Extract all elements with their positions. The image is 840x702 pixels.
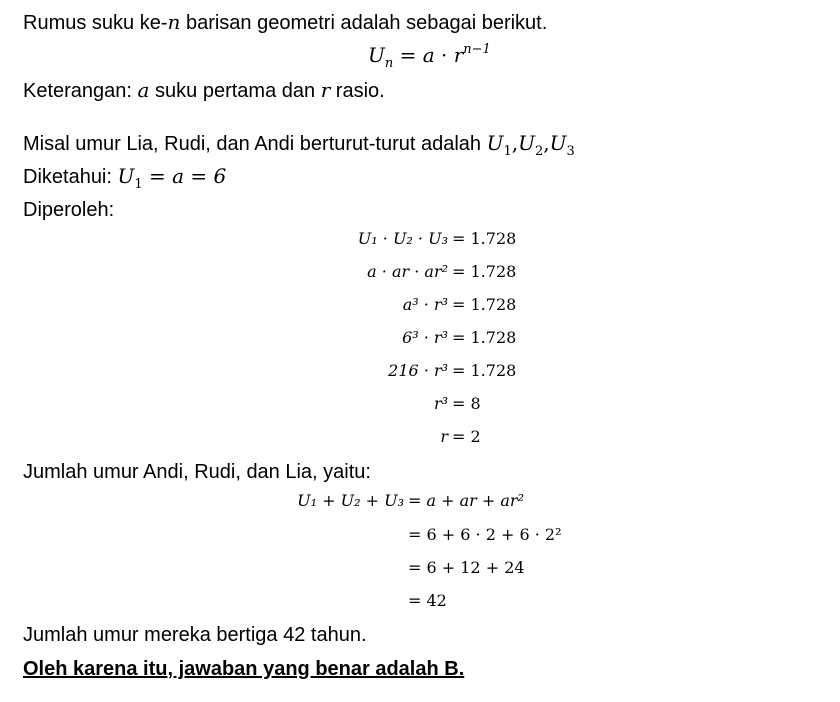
derivation-row <box>0 295 840 319</box>
diketahui-rest: = a = 6 <box>142 164 227 188</box>
formula-lhs-sub: n <box>384 56 394 71</box>
keterangan-end: rasio. <box>330 80 385 102</box>
derivation-lhs: r³ <box>433 394 448 413</box>
derivation-lhs: r <box>440 427 448 446</box>
diperoleh-label: Diperoleh: <box>23 199 115 221</box>
misal-comma-1: , <box>511 131 519 155</box>
formula-a: a <box>422 43 435 67</box>
intro-line <box>23 10 547 35</box>
formula-eq: = <box>393 43 423 67</box>
derivation-rhs: = 2 <box>452 427 481 446</box>
answer-statement: Oleh karena itu, jawaban yang benar adalah B. <box>23 658 465 680</box>
keterangan-mid: suku pertama dan <box>149 80 321 102</box>
derivation-row <box>0 427 840 451</box>
derivation-rhs: = 1.728 <box>452 295 517 314</box>
derivation-row <box>0 328 840 352</box>
diketahui-u: U <box>117 164 135 188</box>
derivation-row <box>0 394 840 418</box>
derivation-lhs: 216 · r³ <box>388 361 448 380</box>
derivation-row <box>0 262 840 286</box>
derivation-rhs: = 8 <box>452 394 481 413</box>
diketahui-label: Diketahui: <box>23 166 118 188</box>
formula-dot: · <box>434 43 454 67</box>
intro-n: n <box>167 10 181 34</box>
derivation-rhs: = 1.728 <box>452 361 517 380</box>
general-formula <box>368 42 491 71</box>
misal-u3-sub: 3 <box>566 144 575 159</box>
keterangan-a: a <box>137 78 150 102</box>
sum-row <box>0 591 840 615</box>
derivation-row <box>0 361 840 385</box>
formula-lhs: U <box>368 43 385 67</box>
derivation-lhs: 6³ · r³ <box>402 328 448 347</box>
keterangan-label: Keterangan: <box>23 80 138 102</box>
misal-u2: U <box>518 131 535 155</box>
derivation-lhs: a³ · r³ <box>402 295 448 314</box>
formula-exp: n−1 <box>463 42 491 57</box>
misal-comma-2: , <box>543 131 550 155</box>
sum-lhs: U₁ + U₂ + U₃ <box>297 491 404 510</box>
derivation-lhs: a · ar · ar² <box>367 262 448 281</box>
intro-text-after: barisan geometri adalah sebagai berikut. <box>180 12 548 34</box>
misal-line <box>23 131 575 159</box>
intro-text-before: Rumus suku ke- <box>23 12 168 34</box>
sum-rhs: = 6 + 6 · 2 + 6 · 2² <box>408 525 562 544</box>
sum-row <box>0 525 840 549</box>
sum-rhs: = a + ar + ar² <box>408 491 524 510</box>
derivation-row <box>0 229 840 253</box>
misal-text: Misal umur Lia, Rudi, dan Andi berturut-turut adalah <box>23 133 487 155</box>
sum-row <box>0 558 840 582</box>
keterangan-line <box>23 78 385 103</box>
misal-u3: U <box>549 131 567 155</box>
derivation-lhs: U₁ · U₂ · U₃ <box>357 229 448 248</box>
jumlah-intro: Jumlah umur Andi, Rudi, dan Lia, yaitu: <box>23 461 371 483</box>
formula-r: r <box>453 43 464 67</box>
sum-rhs: = 6 + 12 + 24 <box>408 558 525 577</box>
sum-row <box>0 491 840 515</box>
misal-u1-sub: 1 <box>503 144 512 159</box>
derivation-rhs: = 1.728 <box>452 328 517 347</box>
keterangan-r: r <box>320 78 331 102</box>
derivation-rhs: = 1.728 <box>452 229 517 248</box>
sum-rhs: = 42 <box>408 591 447 610</box>
diketahui-sub: 1 <box>134 177 143 192</box>
derivation-rhs: = 1.728 <box>452 262 517 281</box>
misal-u2-sub: 2 <box>534 144 544 159</box>
misal-u1: U <box>486 131 504 155</box>
conclusion: Jumlah umur mereka bertiga 42 tahun. <box>23 624 367 646</box>
diketahui-line <box>23 164 227 192</box>
